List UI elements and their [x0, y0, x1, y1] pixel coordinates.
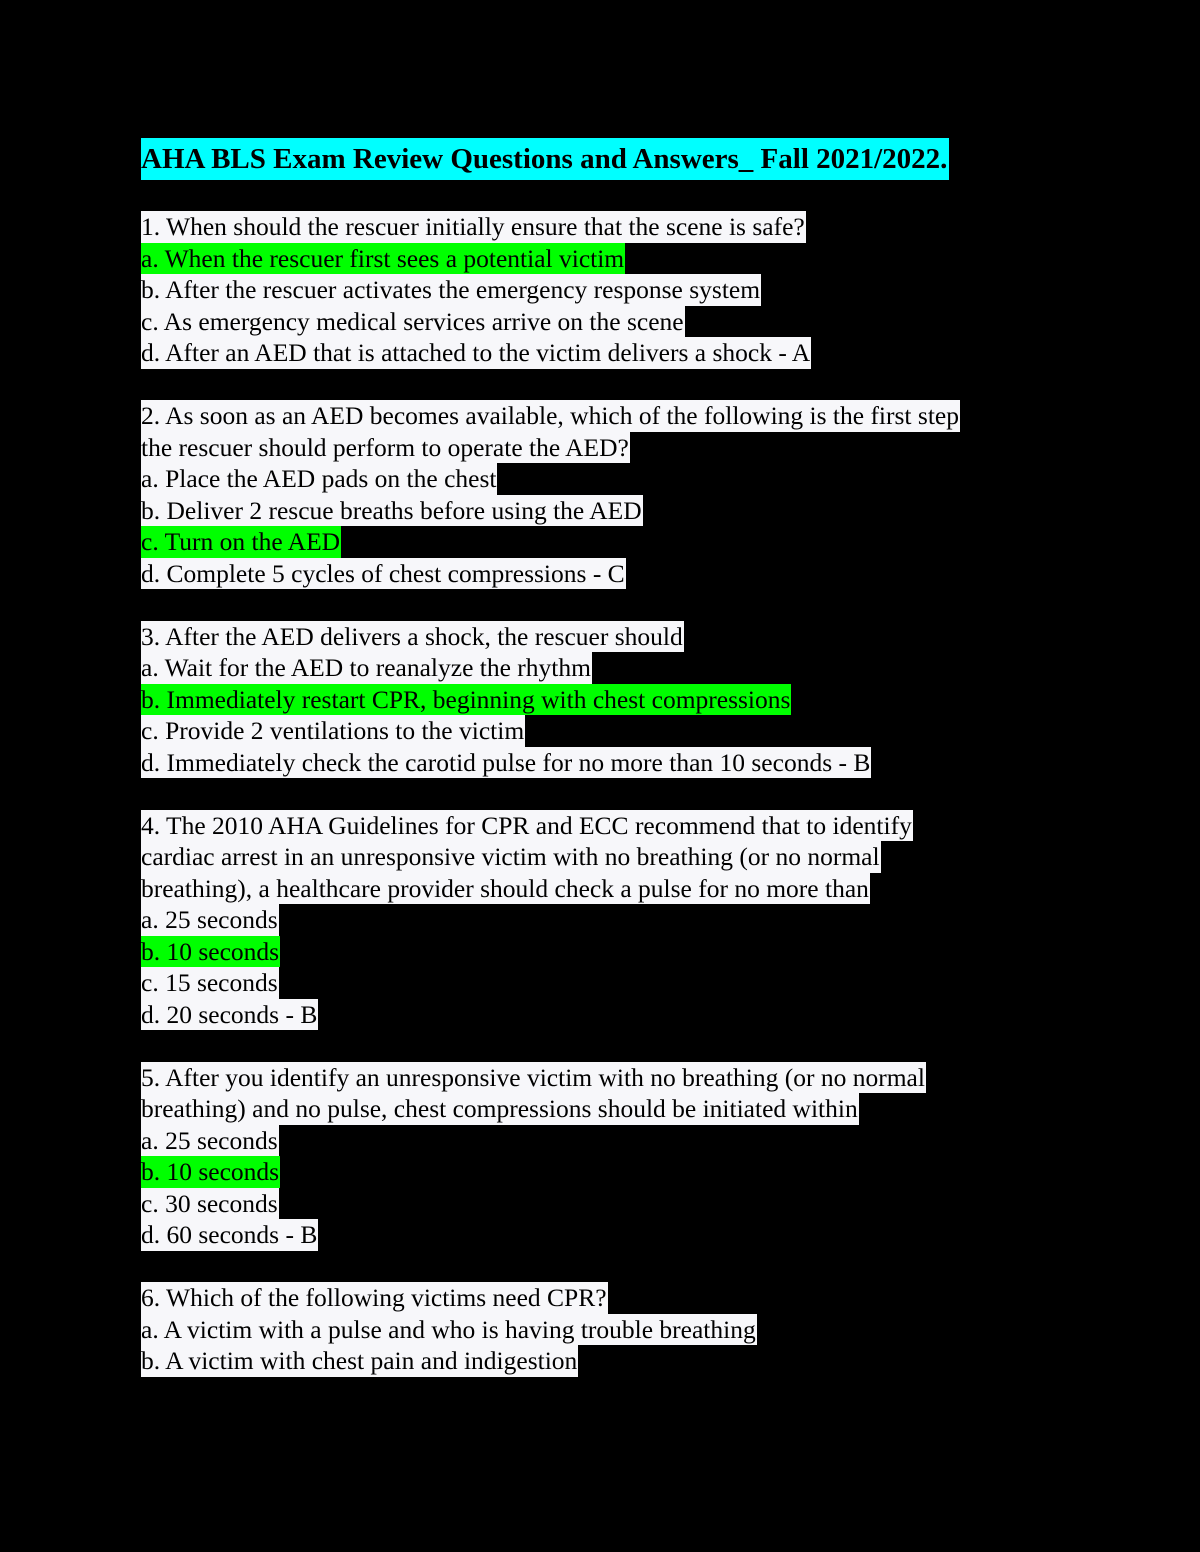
line-text: c. 15 seconds: [141, 968, 278, 997]
document-page: [141, 138, 1141, 1408]
question-block: [141, 1282, 1141, 1377]
line-text: 4. The 2010 AHA Guidelines for CPR and ECC recommend that to identify: [141, 810, 912, 840]
line-text: the rescuer should perform to operate the AED?: [141, 432, 629, 462]
line-text: a. A victim with a pulse and who is having trouble breathing: [141, 1314, 756, 1344]
line-text: d. After an AED that is attached to the victim delivers a shock - A: [141, 338, 811, 367]
question-line: [141, 400, 1141, 432]
text-line: [141, 1188, 1141, 1220]
line-text: cardiac arrest in an unresponsive victim with no breathing (or no normal: [141, 842, 880, 871]
question-line: [141, 1062, 1141, 1094]
line-text: d. 20 seconds - B: [141, 999, 318, 1029]
text-line: [141, 337, 1141, 369]
line-text: a. Place the AED pads on the chest: [141, 464, 497, 493]
line-text: 1. When should the rescuer initially ensure that the scene is safe?: [141, 212, 805, 241]
question-block: [141, 211, 1141, 369]
text-line: [141, 841, 1141, 873]
line-text: c. As emergency medical services arrive on the scene: [141, 306, 684, 336]
highlighted-answer-text: c. Turn on the AED: [141, 527, 341, 556]
line-text: d. Complete 5 cycles of chest compressions - C: [141, 558, 625, 588]
question-line: [141, 810, 1141, 842]
question-line: [141, 1282, 1141, 1314]
text-line: [141, 1314, 1141, 1346]
line-text: a. 25 seconds: [141, 1125, 278, 1155]
highlighted-answer-text: b. 10 seconds: [141, 1157, 280, 1186]
text-line: [141, 684, 1141, 716]
highlighted-answer-text: b. 10 seconds: [141, 936, 280, 966]
question-line: [141, 621, 1141, 653]
line-text: b. A victim with chest pain and indigestion: [141, 1346, 578, 1375]
line-text: d. 60 seconds - B: [141, 1220, 318, 1249]
text-line: [141, 652, 1141, 684]
line-text: c. 30 seconds: [141, 1188, 278, 1218]
highlighted-answer-text: a. When the rescuer first sees a potential victim: [141, 243, 625, 273]
line-text: c. Provide 2 ventilations to the victim: [141, 716, 525, 745]
text-line: [141, 715, 1141, 747]
text-line: [141, 873, 1141, 905]
document-title: AHA BLS Exam Review Questions and Answers_ Fall 2021/2022.: [141, 138, 949, 180]
text-line: [141, 936, 1141, 968]
line-text: breathing) and no pulse, chest compressions should be initiated within: [141, 1094, 858, 1123]
question-block: [141, 621, 1141, 779]
question-list: [141, 211, 1141, 1377]
text-line: [141, 747, 1141, 779]
question-block: [141, 400, 1141, 589]
line-text: 2. As soon as an AED becomes available, which of the following is the first step: [141, 401, 959, 430]
line-text: a. 25 seconds: [141, 905, 278, 934]
line-text: 6. Which of the following victims need CPR?: [141, 1283, 607, 1312]
text-line: [141, 558, 1141, 590]
text-line: [141, 1125, 1141, 1157]
text-line: [141, 306, 1141, 338]
line-text: breathing), a healthcare provider should check a pulse for no more than: [141, 873, 869, 903]
line-text: a. Wait for the AED to reanalyze the rhythm: [141, 653, 591, 682]
line-text: b. Deliver 2 rescue breaths before using the AED: [141, 495, 642, 525]
text-line: [141, 1093, 1141, 1125]
text-line: [141, 1219, 1141, 1251]
text-line: [141, 967, 1141, 999]
text-line: [141, 904, 1141, 936]
text-line: [141, 432, 1141, 464]
line-text: 3. After the AED delivers a shock, the rescuer should: [141, 621, 683, 651]
text-line: [141, 243, 1141, 275]
line-text: d. Immediately check the carotid pulse for no more than 10 seconds - B: [141, 747, 871, 777]
text-line: [141, 495, 1141, 527]
text-line: [141, 526, 1141, 558]
text-line: [141, 463, 1141, 495]
text-line: [141, 999, 1141, 1031]
title-row: [141, 138, 1141, 180]
question-block: [141, 810, 1141, 1031]
highlighted-answer-text: b. Immediately restart CPR, beginning with chest compressions: [141, 684, 791, 714]
line-text: b. After the rescuer activates the emergency response system: [141, 275, 761, 304]
question-block: [141, 1062, 1141, 1251]
line-text: 5. After you identify an unresponsive victim with no breathing (or no normal: [141, 1062, 925, 1092]
text-line: [141, 1345, 1141, 1377]
text-line: [141, 1156, 1141, 1188]
text-line: [141, 274, 1141, 306]
question-line: [141, 211, 1141, 243]
